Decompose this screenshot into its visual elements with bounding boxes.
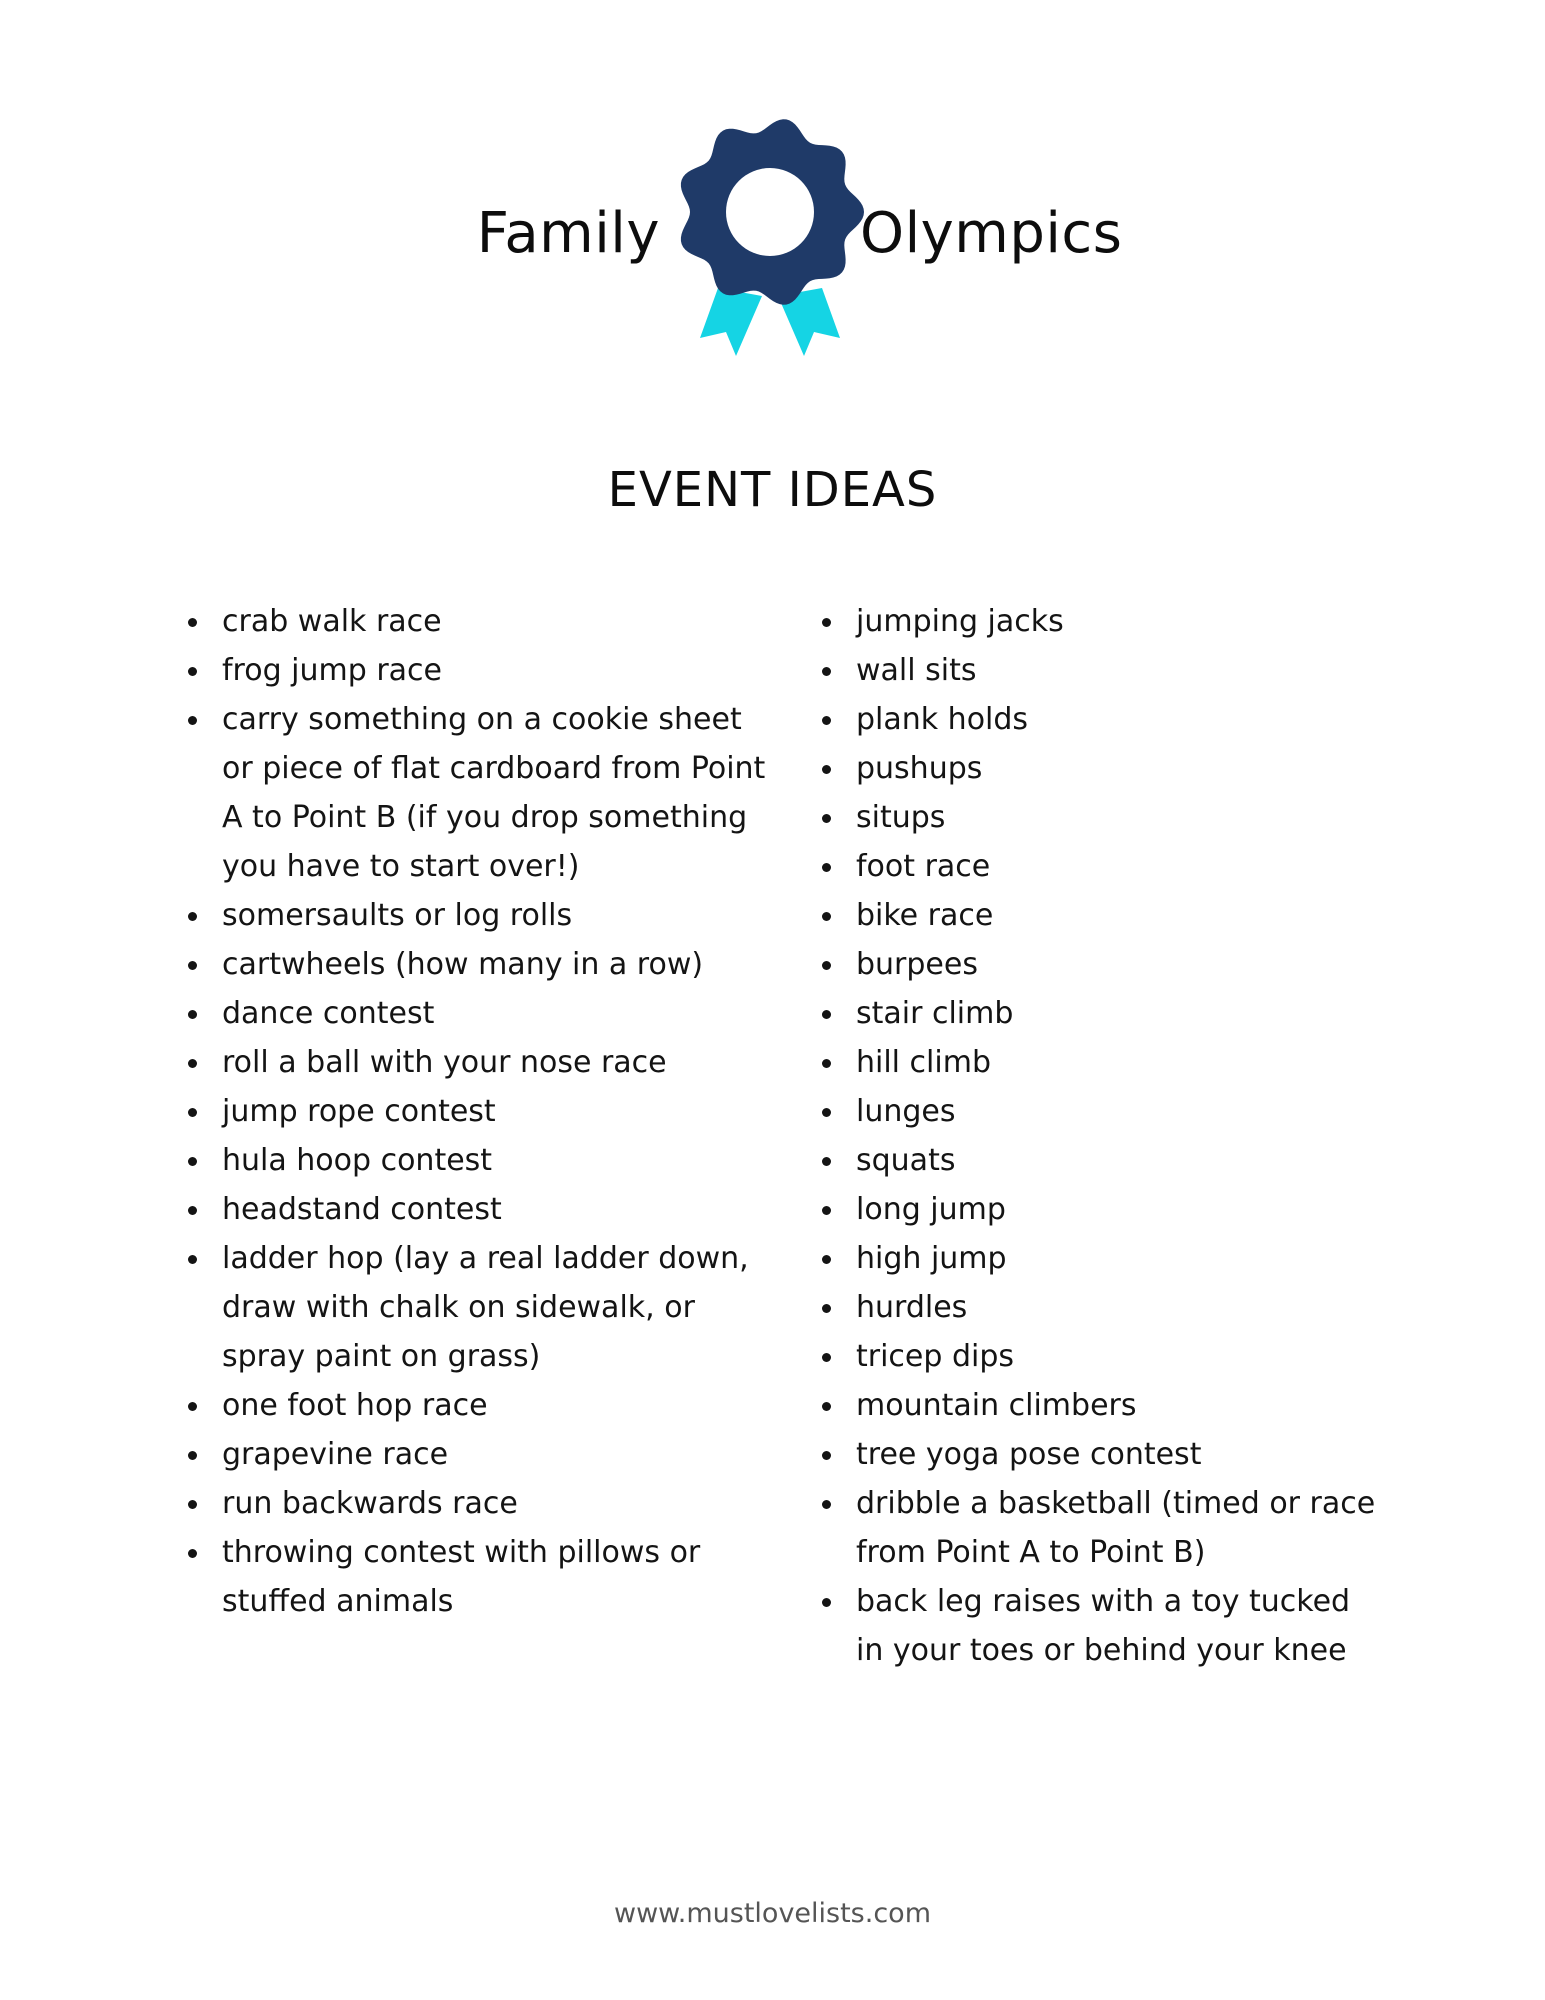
- list-item: ladder hop (lay a real ladder down, draw with chalk on sidewalk, or spray paint on grass): [183, 1234, 773, 1381]
- footer-url: www.mustlovelists.com: [614, 1898, 931, 1929]
- section-heading: EVENT IDEAS: [607, 462, 938, 518]
- list-item: wall sits: [817, 646, 1377, 695]
- list-item: bike race: [817, 891, 1377, 940]
- list-item: hula hoop contest: [183, 1136, 773, 1185]
- list-item: mountain climbers: [817, 1381, 1377, 1430]
- ribbon-left: [700, 288, 762, 356]
- list-item: burpees: [817, 940, 1377, 989]
- event-list-left: [183, 597, 773, 1626]
- list-item: stair climb: [817, 989, 1377, 1038]
- list-item: dance contest: [183, 989, 773, 1038]
- list-item: tricep dips: [817, 1332, 1377, 1381]
- list-item: hurdles: [817, 1283, 1377, 1332]
- list-item: headstand contest: [183, 1185, 773, 1234]
- header: [0, 118, 1545, 378]
- list-item: dribble a basketball (timed or race from Point A to Point B): [817, 1479, 1377, 1577]
- title-left: Family: [476, 201, 660, 266]
- list-item: hill climb: [817, 1038, 1377, 1087]
- list-item: high jump: [817, 1234, 1377, 1283]
- list-item: somersaults or log rolls: [183, 891, 773, 940]
- list-item: frog jump race: [183, 646, 773, 695]
- list-item: long jump: [817, 1185, 1377, 1234]
- list-item: squats: [817, 1136, 1377, 1185]
- list-item: throwing contest with pillows or stuffed animals: [183, 1528, 773, 1626]
- list-item: foot race: [817, 842, 1377, 891]
- list-item: carry something on a cookie sheet or piece of flat cardboard from Point A to Point B (if you drop something you have to start over!): [183, 695, 773, 891]
- list-item: cartwheels (how many in a row): [183, 940, 773, 989]
- list-item: situps: [817, 793, 1377, 842]
- list-item: back leg raises with a toy tucked in your toes or behind your knee: [817, 1577, 1377, 1675]
- list-item: jump rope contest: [183, 1087, 773, 1136]
- medal-badge: [681, 119, 864, 305]
- medal-ribbon-icon: [660, 118, 880, 378]
- list-item: run backwards race: [183, 1479, 773, 1528]
- list-item: tree yoga pose contest: [817, 1430, 1377, 1479]
- list-item: grapevine race: [183, 1430, 773, 1479]
- list-item: jumping jacks: [817, 597, 1377, 646]
- list-item: roll a ball with your nose race: [183, 1038, 773, 1087]
- event-list-right: [817, 597, 1377, 1675]
- list-item: one foot hop race: [183, 1381, 773, 1430]
- list-item: crab walk race: [183, 597, 773, 646]
- list-item: plank holds: [817, 695, 1377, 744]
- list-item: lunges: [817, 1087, 1377, 1136]
- list-item: pushups: [817, 744, 1377, 793]
- title-right: Olympics: [860, 201, 1123, 266]
